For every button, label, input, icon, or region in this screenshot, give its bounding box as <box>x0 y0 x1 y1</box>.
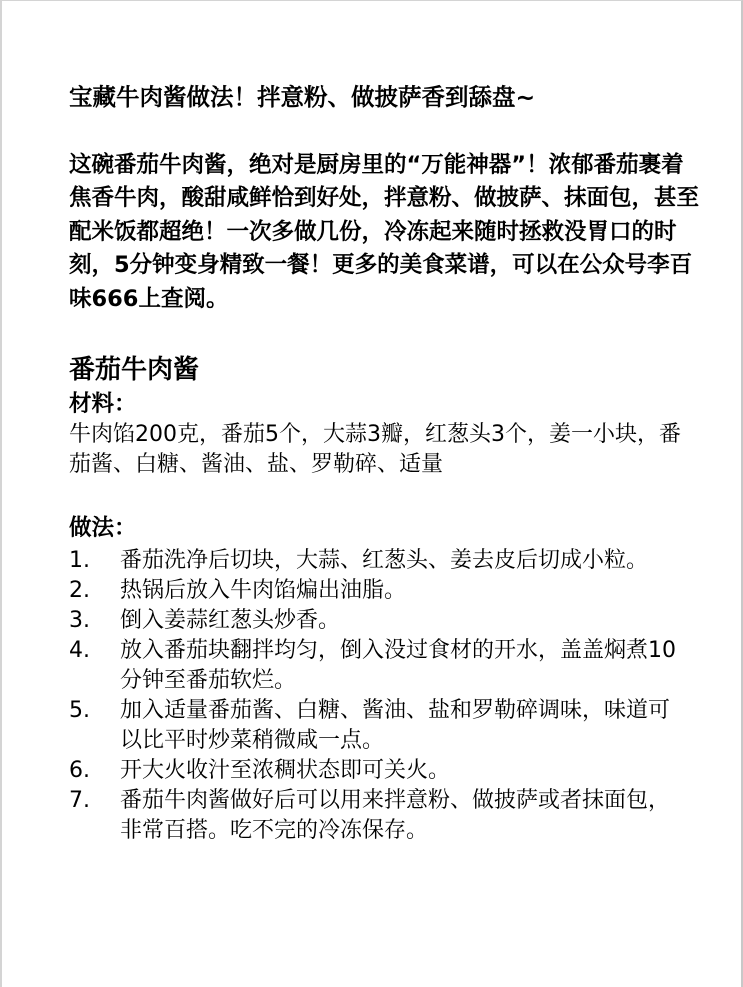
method-heading: 做法： <box>69 515 137 542</box>
step-text: 开大火收汁至浓稠状态即可关火。 <box>120 758 451 784</box>
step-item <box>69 786 709 846</box>
step-item <box>69 576 709 606</box>
step-number: 7. <box>69 788 90 814</box>
step-text: 倒入姜蒜红葱头炒香。 <box>120 608 341 634</box>
step-text: 放入番茄块翻拌均匀，倒入没过食材的开水，盖盖焖煮10分钟至番茄软烂。 <box>120 638 676 694</box>
step-item <box>69 636 709 696</box>
step-number: 1. <box>69 548 90 574</box>
step-number: 6. <box>69 758 90 784</box>
step-text: 加入适量番茄酱、白糖、酱油、盐和罗勒碎调味，味道可以比平时炒菜稍微咸一点。 <box>120 698 671 754</box>
ingredients-list: 牛肉馅200克，番茄5个，大蒜3瓣，红葱头3个，姜一小块，番茄酱、白糖、酱油、盐、罗勒碎、适量 <box>69 422 681 478</box>
step-number: 2. <box>69 578 90 604</box>
step-text: 番茄牛肉酱做好后可以用来拌意粉、做披萨或者抹面包，非常百搭。吃不完的冷冻保存。 <box>120 788 671 844</box>
step-item <box>69 606 709 636</box>
recipe-title: 番茄牛肉酱 <box>69 355 200 386</box>
method-steps <box>69 546 709 846</box>
step-number: 5. <box>69 698 90 724</box>
document-content <box>69 79 709 846</box>
step-item <box>69 756 709 786</box>
step-item <box>69 696 709 756</box>
article-title: 宝藏牛肉酱做法！拌意粉、做披萨香到舔盘~ <box>69 83 536 111</box>
step-text: 热锅后放入牛肉馅煸出油脂。 <box>120 578 407 604</box>
step-number: 4. <box>69 638 90 664</box>
step-number: 3. <box>69 608 90 634</box>
ingredients-heading: 材料： <box>69 391 137 418</box>
step-item <box>69 546 709 576</box>
step-text: 番茄洗净后切块，大蒜、红葱头、姜去皮后切成小粒。 <box>120 548 649 574</box>
article-intro: 这碗番茄牛肉酱，绝对是厨房里的“万能神器”！浓郁番茄裹着焦香牛肉，酸甜咸鲜恰到好处，拌意粉、做披萨、抹面包，甚至配米饭都超绝！一次多做几份，冷冻起来随时拯救没胃口的时刻，5分钟变身精致一餐！更多的美食菜谱，可以在公众号李百味666上查阅。 <box>69 152 700 312</box>
